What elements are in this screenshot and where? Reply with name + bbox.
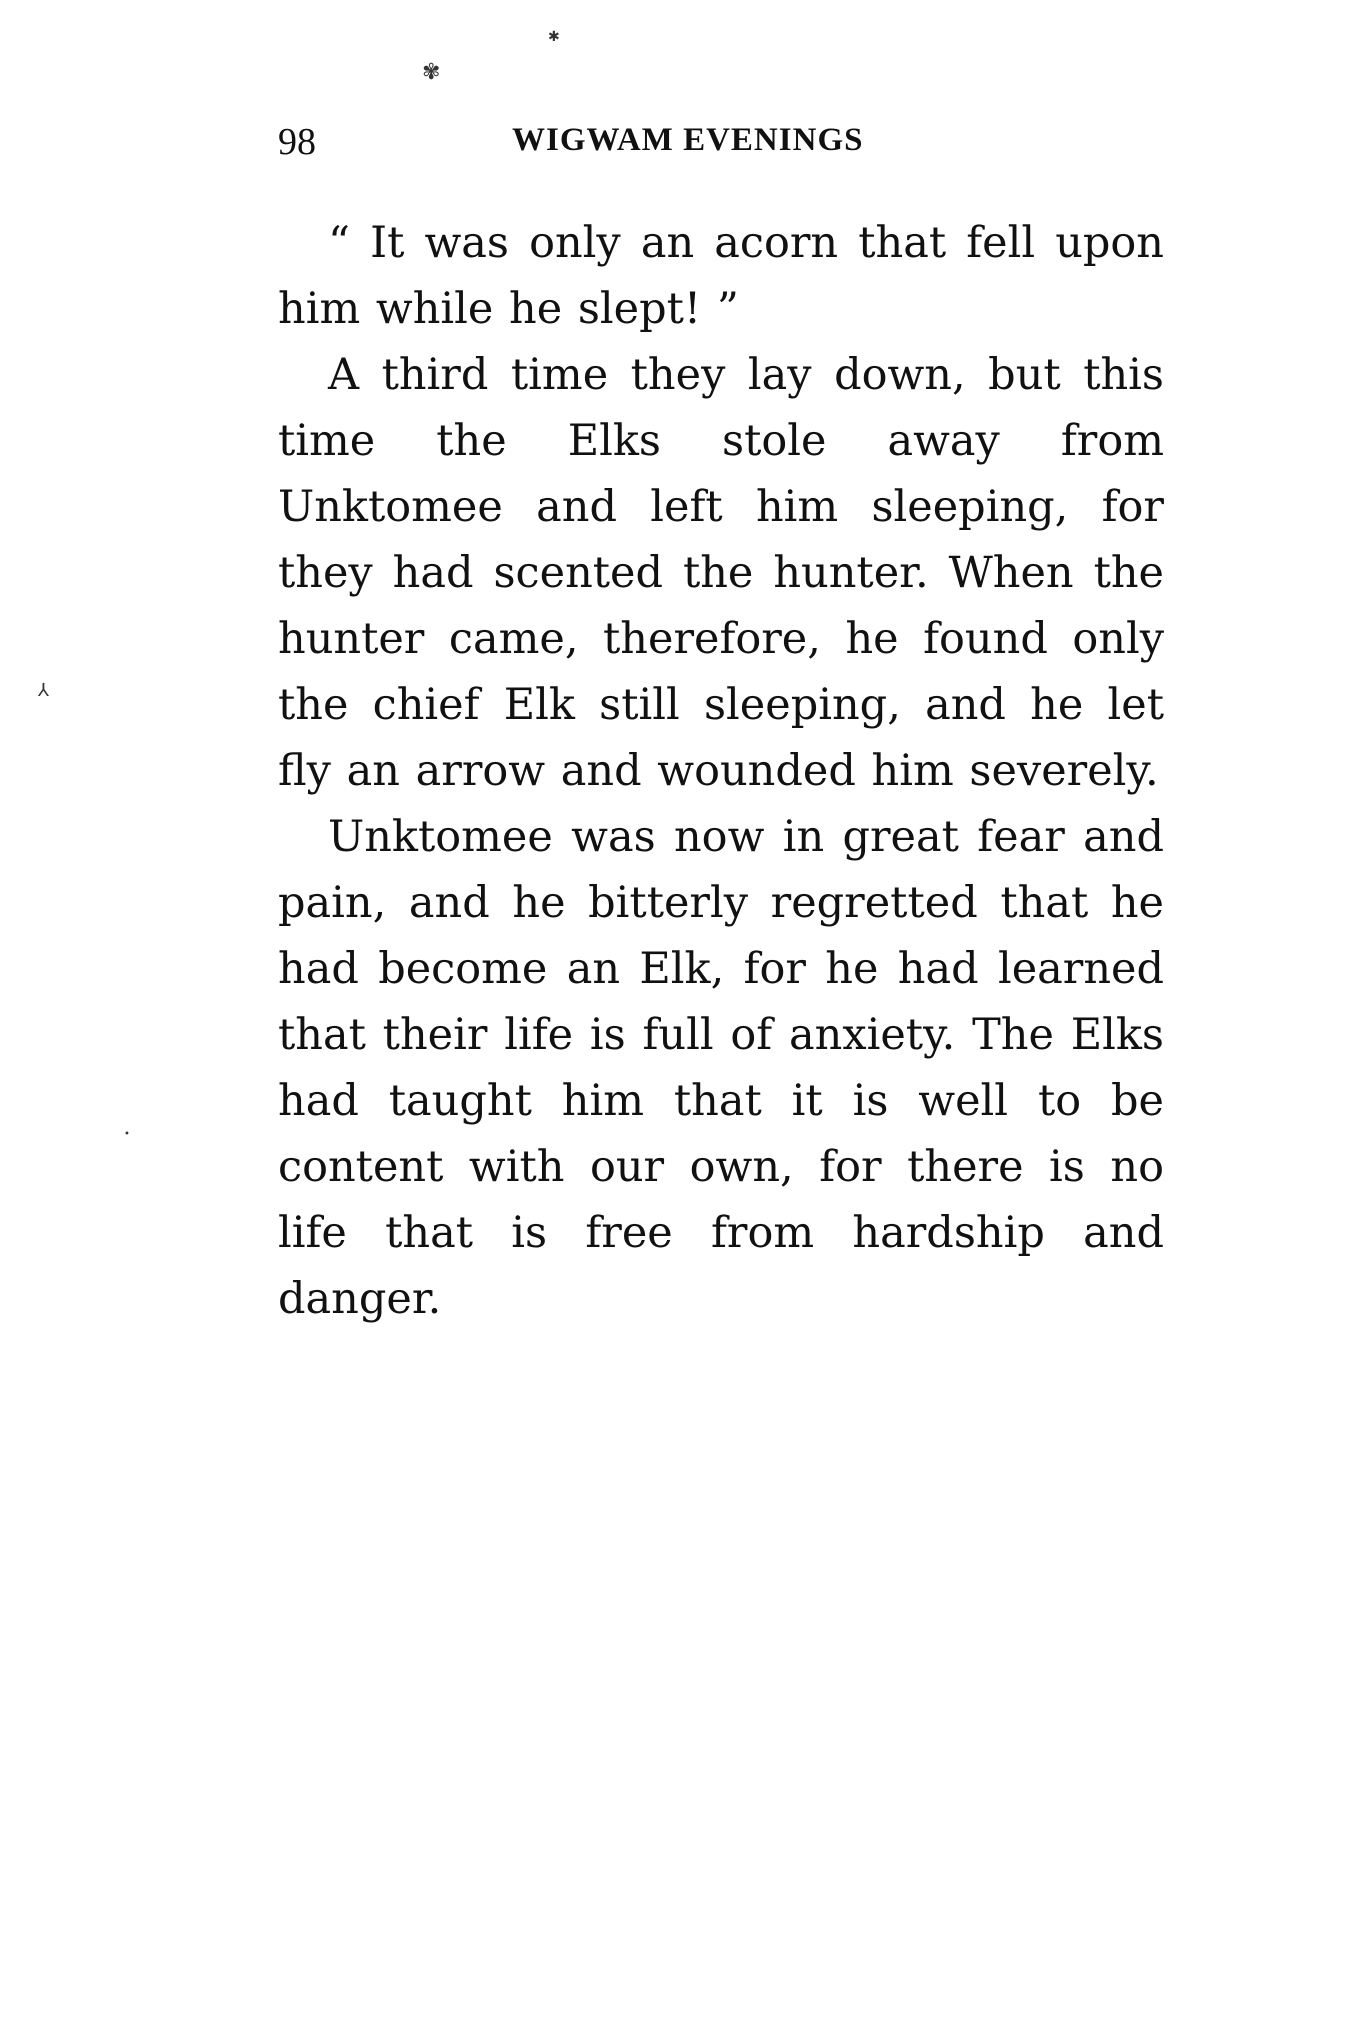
scan-speck: ✱ xyxy=(548,29,560,45)
body-text xyxy=(278,210,1164,1332)
running-title: WIGWAM EVENINGS xyxy=(512,122,864,158)
scan-speck: ✾ xyxy=(422,60,441,85)
page-header xyxy=(278,120,1164,180)
page-number: 98 xyxy=(278,121,316,163)
paragraph: “ It was only an acorn that fell upon him while he slept! ” xyxy=(278,218,1164,334)
scan-speck: • xyxy=(124,1129,130,1140)
paragraph: Unktomee was now in great fear and pain, and he bitterly regretted that he had become an Elk, for he had learned that their life is full of anxiety. The Elks had taught him that it is well to be content with our own, for there is no life that is free from hardship and danger. xyxy=(278,812,1164,1324)
paragraph: A third time they lay down, but this time the Elks stole away from Unktomee and left him sleeping, for they had scented the hunter. When the hunter came, therefore, he found only the chief Elk still sleeping, and he let fly an arrow and wounded him severely. xyxy=(278,350,1164,796)
scan-speck: ⅄ xyxy=(38,680,49,701)
